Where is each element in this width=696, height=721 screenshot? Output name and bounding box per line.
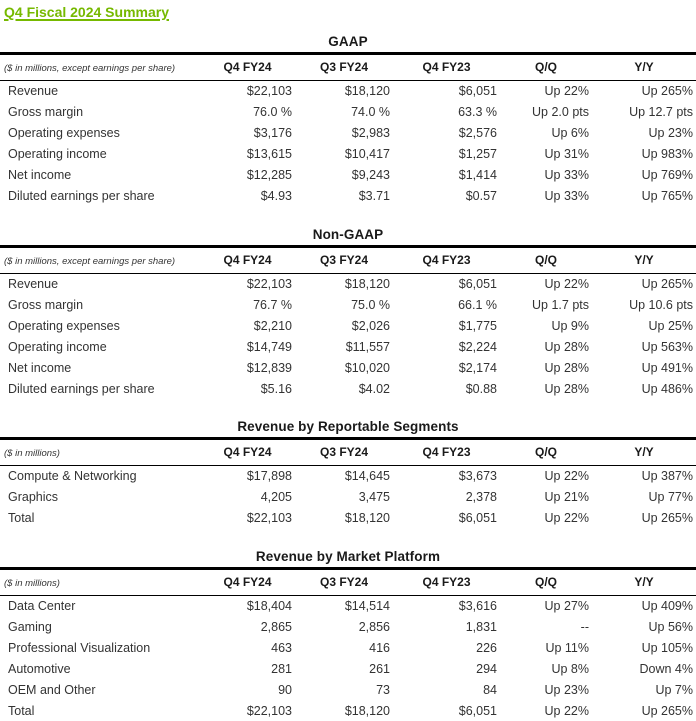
table-note [0,439,200,466]
value-cell: $18,120 [344,703,390,718]
column-header-q4-fy23: Q4 FY23 [393,568,500,595]
value-cell: Up 105% [641,640,693,655]
value-cell: $5.16 [260,381,292,396]
value-cell: Up 22% [544,511,589,525]
table-row [0,487,696,508]
table-title: Revenue by Reportable Segments [237,419,459,434]
value-cell: 226 [476,640,497,655]
value-cell: Up 8% [551,661,589,676]
column-header-q4-fy24: Q4 FY24 [200,568,295,595]
table-row [0,186,696,207]
value-cell: 463 [271,640,292,655]
table-row [0,102,696,123]
row-label: Graphics [8,490,59,504]
value-cell: Up 56% [648,619,693,634]
value-cell: 90 [278,682,292,697]
column-header-q4-fy23: Q4 FY23 [393,54,500,81]
table-row [0,508,696,529]
value-cell: $3.71 [358,189,390,203]
value-cell: $22,103 [246,276,292,291]
value-cell: Up 765% [641,189,693,203]
financial-table-non-gaap [0,245,696,400]
financial-table-market-platform [0,567,696,721]
value-cell: Up 28% [544,381,589,396]
value-cell: $3,616 [458,598,497,613]
row-label: Diluted earnings per share [8,381,155,396]
table-note [0,568,200,595]
table-note [0,246,200,273]
row-label: Operating income [8,147,107,161]
column-header-q4-fy23: Q4 FY23 [393,439,500,466]
value-cell: $22,103 [246,84,292,99]
column-header-q4-fy23: Q4 FY23 [393,246,500,273]
value-cell: 294 [476,661,497,676]
column-header-q3-fy24: Q3 FY24 [295,54,393,81]
value-cell: 73 [376,682,390,697]
value-cell: Up 77% [648,490,693,504]
value-cell: 75.0 % [351,297,390,312]
table-row [0,679,696,700]
value-cell: Up 265% [641,511,693,525]
value-cell: Up 28% [544,360,589,375]
row-label: Gross margin [8,105,84,119]
value-cell: Up 491% [641,360,693,375]
value-cell: $6,051 [458,703,497,718]
value-cell: Up 6% [551,126,589,140]
tables-container [0,34,696,721]
value-cell: 1,831 [465,619,497,634]
table-note-text: ($ in millions) [4,448,60,459]
table-section-gaap [0,34,696,207]
table-row [0,637,696,658]
value-cell: 76.0 % [253,105,292,119]
row-label: Net income [8,360,72,375]
value-cell: $0.57 [465,189,497,203]
value-cell: Up 31% [544,147,589,161]
header-row [0,439,696,466]
table-title: Revenue by Market Platform [255,548,441,564]
column-header-y-y: Y/Y [592,54,696,81]
table-row [0,123,696,144]
column-header-y-y: Y/Y [592,439,696,466]
value-cell: 84 [483,682,497,697]
value-cell: Up 563% [641,339,693,354]
column-header-q4-fy24: Q4 FY24 [200,246,295,273]
table-row [0,616,696,637]
table-row [0,315,696,336]
value-cell: $3,673 [458,469,497,484]
value-cell: 2,378 [465,490,497,504]
table-row [0,357,696,378]
table-note-text: ($ in millions, except earnings per share) [4,63,176,74]
column-header-q-q: Q/Q [500,568,592,595]
value-cell: $6,051 [458,511,497,525]
row-label: Revenue [8,276,59,291]
row-label: Total [8,511,35,525]
table-row [0,294,696,315]
row-label: Data Center [8,598,76,613]
value-cell: $9,243 [351,168,390,182]
value-cell: Up 2.0 pts [532,105,589,119]
value-cell: Up 27% [544,598,589,613]
header-row [0,568,696,595]
row-label: Professional Visualization [8,640,151,655]
table-section-market-platform [0,549,696,721]
value-cell: $18,120 [344,276,390,291]
value-cell: Up 23% [544,682,589,697]
value-cell: Up 25% [648,318,693,333]
table-row [0,273,696,294]
value-cell: $18,120 [344,84,390,99]
value-cell: Up 23% [648,126,693,140]
value-cell: $14,514 [344,598,390,613]
value-cell: $2,224 [458,339,497,354]
table-row [0,466,696,487]
value-cell: 63.3 % [458,105,497,119]
value-cell: Up 28% [544,339,589,354]
value-cell: Up 265% [641,276,693,291]
table-row [0,378,696,399]
financial-table-reportable-segments [0,437,696,529]
table-section-reportable-segments [0,419,696,529]
value-cell: Up 21% [544,490,589,504]
value-cell: $14,645 [344,469,390,484]
table-title: GAAP [328,34,368,49]
value-cell: $1,775 [458,318,497,333]
column-header-y-y: Y/Y [592,246,696,273]
value-cell: Up 33% [544,189,589,203]
row-label: Net income [8,168,72,182]
value-cell: $4.93 [260,189,292,203]
value-cell: $2,210 [253,318,292,333]
table-row [0,595,696,616]
value-cell: 2,865 [260,619,292,634]
value-cell: 416 [369,640,390,655]
value-cell: $2,983 [351,126,390,140]
table-row [0,144,696,165]
value-cell: $2,576 [458,126,497,140]
value-cell: $18,120 [344,511,390,525]
value-cell: Up 10.6 pts [629,297,693,312]
column-header-y-y: Y/Y [592,568,696,595]
value-cell: $6,051 [458,276,497,291]
row-label: Operating expenses [8,126,120,140]
header-row [0,54,696,81]
header-row [0,246,696,273]
row-label: Gaming [8,619,52,634]
value-cell: $2,174 [458,360,497,375]
value-cell: 74.0 % [351,105,390,119]
value-cell: $18,404 [246,598,292,613]
value-cell: Up 12.7 pts [629,105,693,119]
value-cell: Down 4% [639,661,693,676]
value-cell: Up 33% [544,168,589,182]
page-title-link[interactable]: Q4 Fiscal 2024 Summary [4,4,169,20]
row-label: Total [8,703,35,718]
table-row [0,336,696,357]
table-note-text: ($ in millions) [4,577,60,589]
row-label: OEM and Other [8,682,96,697]
column-header-q4-fy24: Q4 FY24 [200,54,295,81]
value-cell: -- [580,619,589,634]
financial-table-gaap [0,52,696,207]
value-cell: Up 11% [545,640,589,655]
value-cell: $1,257 [458,147,497,161]
value-cell: Up 486% [641,381,693,396]
table-row [0,81,696,102]
value-cell: $3,176 [253,126,292,140]
value-cell: 76.7 % [253,297,292,312]
value-cell: $22,103 [246,703,292,718]
value-cell: $4.02 [358,381,390,396]
value-cell: $10,417 [344,147,390,161]
column-header-q3-fy24: Q3 FY24 [295,439,393,466]
column-header-q-q: Q/Q [500,54,592,81]
column-header-q-q: Q/Q [500,246,592,273]
row-label: Operating income [8,339,107,354]
table-row [0,165,696,186]
value-cell: 4,205 [260,490,292,504]
value-cell: $17,898 [246,469,292,484]
value-cell: $12,285 [246,168,292,182]
value-cell: $6,051 [458,84,497,99]
table-row [0,700,696,721]
value-cell: $22,103 [246,511,292,525]
row-label: Diluted earnings per share [8,189,155,203]
table-note [0,54,200,81]
value-cell: $1,414 [458,168,497,182]
value-cell: Up 9% [551,318,589,333]
value-cell: 261 [369,661,390,676]
column-header-q-q: Q/Q [500,439,592,466]
column-header-q4-fy24: Q4 FY24 [200,439,295,466]
value-cell: Up 265% [641,703,693,718]
value-cell: $11,557 [345,339,390,354]
column-header-q3-fy24: Q3 FY24 [295,568,393,595]
value-cell: Up 22% [544,469,589,484]
table-row [0,658,696,679]
value-cell: 281 [271,661,292,676]
table-title: Non-GAAP [312,226,384,242]
value-cell: $13,615 [246,147,292,161]
row-label: Automotive [8,661,71,676]
value-cell: 2,856 [358,619,390,634]
value-cell: $14,749 [246,339,292,354]
value-cell: Up 409% [641,598,693,613]
row-label: Revenue [8,84,59,99]
value-cell: $0.88 [465,381,497,396]
value-cell: Up 22% [544,276,589,291]
value-cell: Up 265% [641,84,693,99]
value-cell: $2,026 [351,318,390,333]
value-cell: Up 22% [544,84,589,99]
value-cell: 66.1 % [458,297,497,312]
value-cell: $12,839 [246,360,292,375]
value-cell: Up 983% [641,147,693,161]
value-cell: Up 22% [544,703,589,718]
row-label: Operating expenses [8,318,120,333]
value-cell: Up 387% [641,469,693,484]
table-note-text: ($ in millions, except earnings per share) [4,255,176,267]
value-cell: $10,020 [344,360,390,375]
row-label: Compute & Networking [8,469,137,484]
value-cell: Up 769% [641,168,693,182]
value-cell: 3,475 [358,490,390,504]
value-cell: Up 7% [655,682,693,697]
table-section-non-gaap [0,227,696,400]
row-label: Gross margin [8,297,84,312]
value-cell: Up 1.7 pts [532,297,589,312]
column-header-q3-fy24: Q3 FY24 [295,246,393,273]
